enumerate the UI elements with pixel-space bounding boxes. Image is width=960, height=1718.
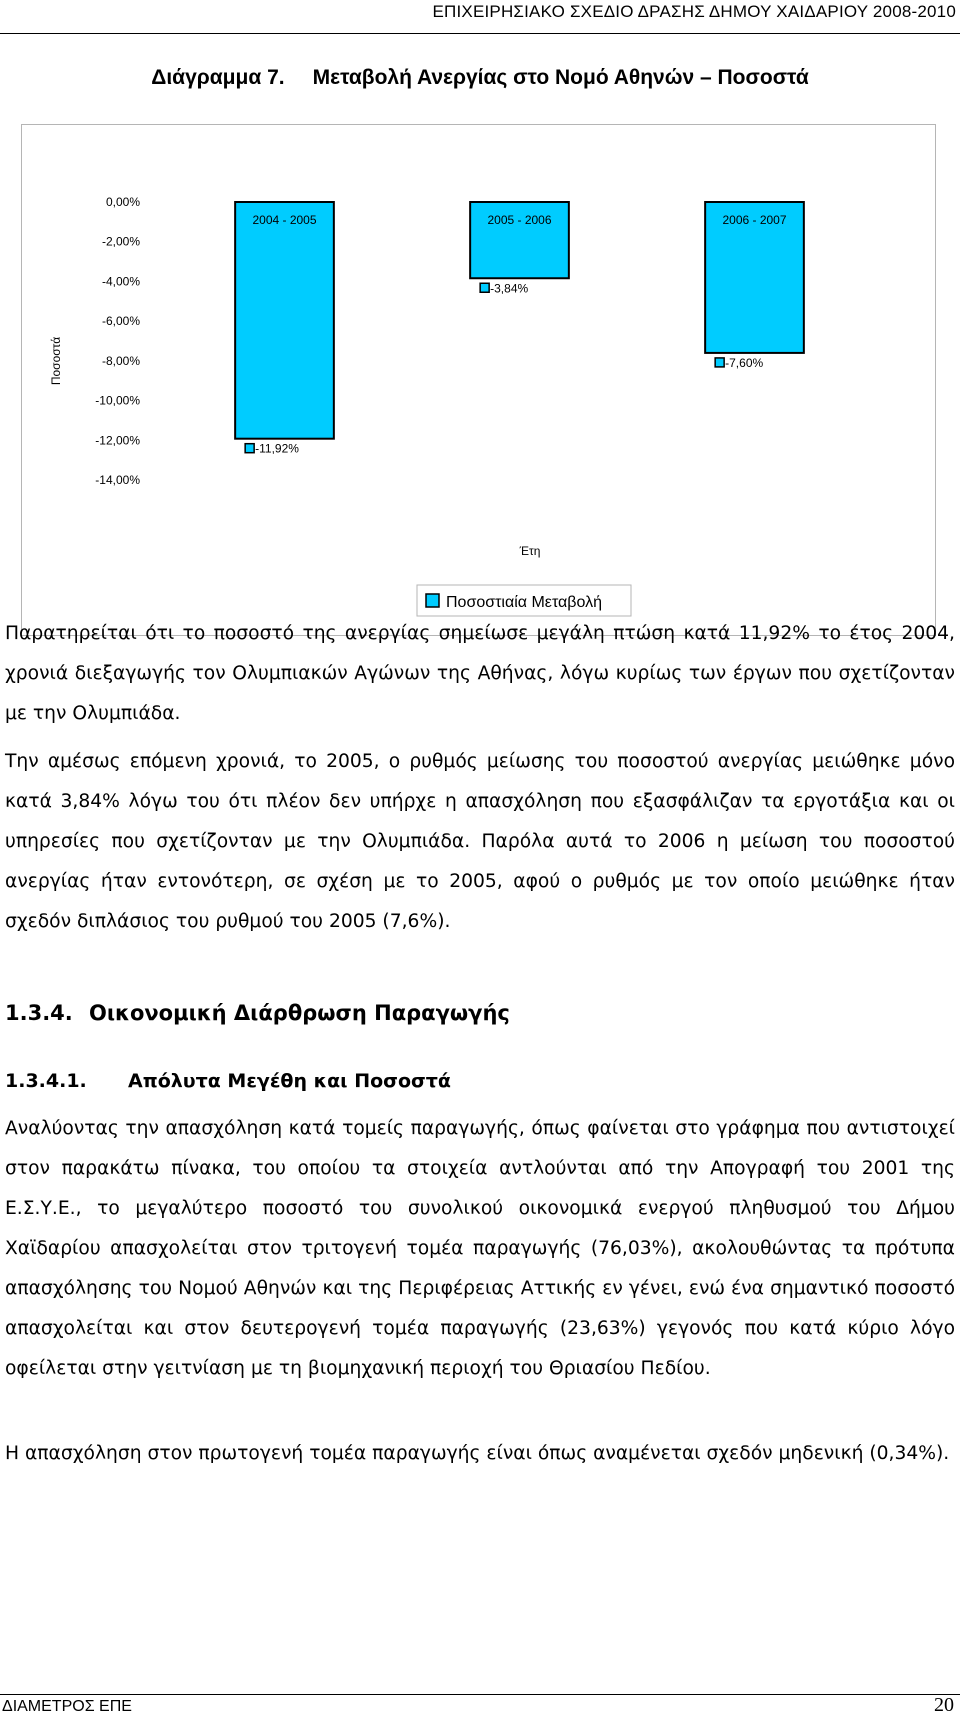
caption-title: Μεταβολή Ανεργίας στο Νομό Αθηνών – Ποσοστά	[312, 66, 809, 89]
legend-label: Ποσοστιαία Μεταβολή	[446, 594, 602, 611]
running-header: ΕΠΙΧΕΙΡΗΣΙΑΚΟ ΣΧΕΔΙΟ ΔΡΑΣΗΣ ΔΗΜΟΥ ΧΑΙΔΑΡΙΟΥ 2008-2010	[432, 2, 956, 21]
data-label: -3,84%	[490, 281, 529, 296]
category-label: 2006 - 2007	[722, 213, 787, 227]
y-tick-label: -4,00%	[101, 274, 140, 289]
y-tick-label: -6,00%	[101, 314, 140, 329]
subsection-heading: 1.3.4.1. Απόλυτα Μεγέθη και Ποσοστά	[5, 1070, 451, 1092]
page-number: 20	[934, 1694, 954, 1716]
y-tick-label: -12,00%	[95, 433, 140, 448]
data-label-swatch	[480, 283, 489, 292]
bar-chart	[22, 125, 935, 635]
legend-swatch	[426, 594, 439, 607]
y-tick-label: -10,00%	[95, 393, 140, 408]
data-label-swatch	[715, 358, 724, 367]
paragraph-3: Αναλύοντας την απασχόληση κατά τομείς παραγωγής, όπως φαίνεται στο γράφημα που αντιστοιχεί στον παρακάτω πίνακα, του οποίου τα στοιχεία αντλούνται από την Απογραφή του 2001 της Ε.Σ.Υ.Ε., το μεγαλύτερο ποσοστό του συνολικού οικονομικά ενεργού πληθυσμού του Δήμου Χαϊδαρίου απασχολείται στον τριτογενή τομέα παραγωγής (76,03%), ακολουθώντας τα πρότυπα απασχόλησης του Νομού Αθηνών και της Περιφέρειας Αττικής εν γένει, ενώ ένα σημαντικό ποσοστό απασχολείται και στον δευτερογενή τομέα παραγωγής (23,63%) γεγονός που κατά κύριο λόγο οφείλεται στην γειτνίαση με τη βιομηχανική περιοχή του Θριασίου Πεδίου.	[5, 1118, 955, 1379]
y-tick-label: -14,00%	[95, 473, 140, 487]
footer-company: ΔΙΑΜΕΤΡΟΣ ΕΠΕ	[2, 1698, 132, 1715]
bar	[235, 202, 334, 439]
figure-caption	[0, 66, 960, 90]
data-label: -7,60%	[725, 355, 764, 370]
data-label: -11,92%	[255, 441, 299, 456]
y-axis-title: Ποσοστά	[49, 336, 63, 386]
footer-rule	[0, 1694, 960, 1695]
data-label-swatch	[245, 444, 254, 453]
chart-legend	[417, 585, 631, 616]
category-label: 2005 - 2006	[487, 213, 552, 227]
y-tick-label: -2,00%	[101, 234, 140, 249]
x-axis-title: Έτη	[519, 544, 541, 558]
caption-label: Διάγραμμα 7.	[151, 66, 285, 89]
y-tick-label: -8,00%	[101, 353, 140, 368]
chart-frame	[21, 124, 936, 636]
section-heading: 1.3.4. Οικονομική Διάρθρωση Παραγωγής	[5, 1001, 510, 1025]
category-label: 2004 - 2005	[252, 213, 317, 227]
paragraph-4: Η απασχόληση στον πρωτογενή τομέα παραγωγής είναι όπως αναμένεται σχεδόν μηδενική (0,34%).	[5, 1443, 950, 1464]
paragraph-2: Την αμέσως επόμενη χρονιά, το 2005, ο ρυθμός μείωσης του ποσοστού ανεργίας μειώθηκε μόνο κατά 3,84% λόγω του ότι πλέον δεν υπήρχε η απασχόληση που εξασφάλιζαν τα εργοτάξια και οι υπηρεσίες που σχετίζονταν με την Ολυμπιάδα. Παρόλα αυτά το 2006 η μείωση του ποσοστού ανεργίας ήταν εντονότερη, σε σχέση με το 2005, αφού ο ρυθμός με τον οποίο μειώθηκε ήταν σχεδόν διπλάσιος του ρυθμού του 2005 (7,6%).	[5, 751, 955, 932]
header-rule	[0, 33, 960, 34]
paragraph-1: Παρατηρείται ότι το ποσοστό της ανεργίας σημείωσε μεγάλη πτώση κατά 11,92% το έτος 2004, χρονιά διεξαγωγής τον Ολυμπιακών Αγώνων της Αθήνας, λόγω κυρίως των έργων που σχετίζονταν με την Ολυμπιάδα.	[5, 623, 955, 724]
y-tick-label: 0,00%	[105, 195, 140, 209]
